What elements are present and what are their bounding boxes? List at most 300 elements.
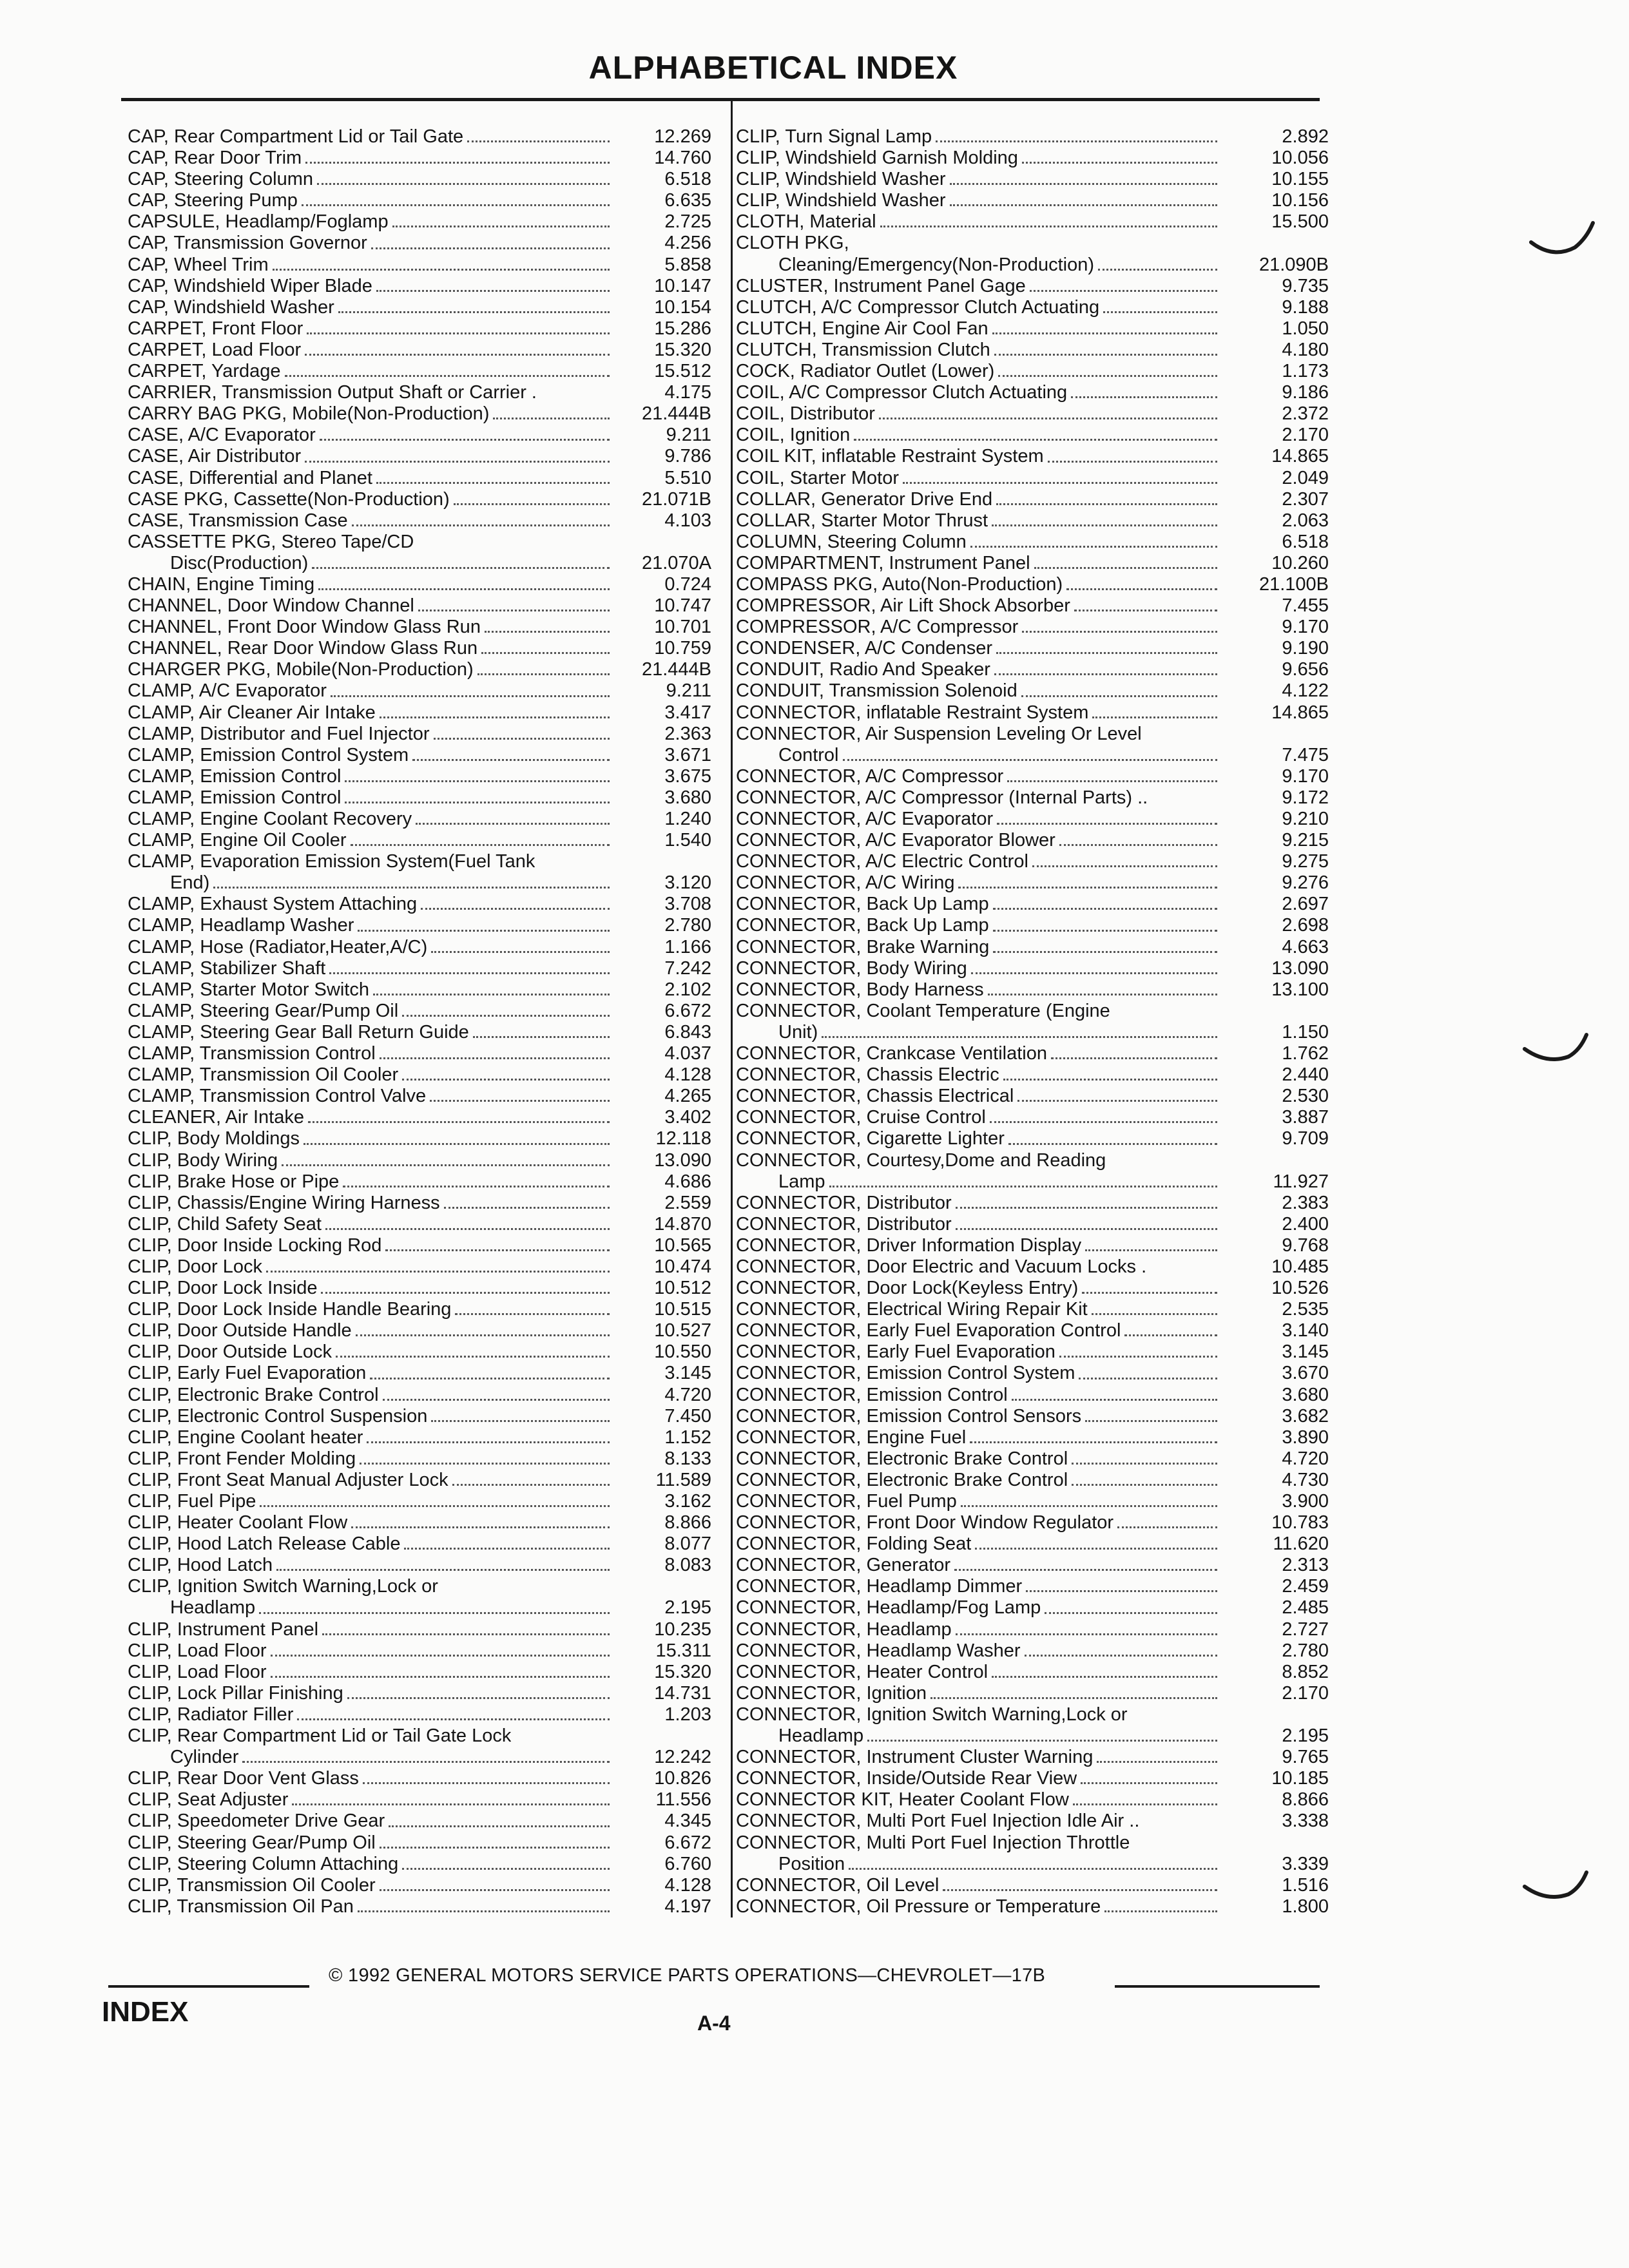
dot-leader — [302, 204, 610, 206]
dot-leader — [271, 1655, 610, 1657]
index-entry-term: CLIP, Door Outside Handle — [128, 1320, 352, 1341]
index-entry-term: CONNECTOR, Door Lock(Keyless Entry) — [736, 1278, 1079, 1299]
index-entry-term: COMPARTMENT, Instrument Panel — [736, 552, 1030, 573]
index-entry — [736, 1341, 1329, 1363]
index-entry-term: CAP, Windshield Wiper Blade — [128, 275, 372, 296]
dot-leader — [1072, 1463, 1217, 1465]
index-entry-term: CONNECTOR, Electronic Brake Control — [736, 1469, 1068, 1490]
index-entry-page-ref: 10.485 — [1271, 1256, 1329, 1277]
index-entry-page-ref: 4.720 — [664, 1384, 711, 1405]
dot-leader — [1071, 396, 1217, 398]
index-entry-page-ref: 21.070A — [641, 552, 711, 573]
index-entry — [736, 1448, 1329, 1470]
index-entry — [128, 1193, 711, 1214]
index-entry-term: CLIP, Fuel Pipe — [128, 1491, 256, 1512]
index-entry — [736, 1171, 1329, 1193]
index-entry-term: CARPET, Yardage — [128, 361, 281, 382]
index-entry-page-ref: 6.760 — [664, 1853, 711, 1874]
index-entry-page-ref: 21.100B — [1258, 573, 1329, 595]
index-entry-page-ref: 10.526 — [1271, 1278, 1329, 1299]
index-entry-term: CONNECTOR, Body Wiring — [736, 957, 967, 979]
index-entry-term: Cylinder — [170, 1747, 239, 1768]
index-entry-term: CONNECTOR, Emission Control Sensors — [736, 1405, 1082, 1427]
index-entry-page-ref: 4.720 — [1282, 1448, 1329, 1469]
dot-leader — [1092, 1313, 1217, 1315]
dot-leader — [392, 226, 610, 227]
index-entry-term: CONNECTOR, Headlamp Dimmer — [736, 1576, 1023, 1597]
dot-leader — [992, 332, 1217, 334]
index-entry — [736, 211, 1329, 233]
check-mark-icon — [1527, 219, 1598, 264]
dot-leader — [336, 1356, 610, 1358]
index-entry-page-ref: 5.858 — [664, 254, 711, 275]
dot-leader — [849, 1868, 1217, 1870]
index-entry — [128, 126, 711, 148]
index-entry — [736, 1768, 1329, 1789]
index-entry-term: CLIP, Early Fuel Evaporation — [128, 1363, 367, 1384]
dot-leader — [404, 1548, 610, 1550]
index-entry-page-ref: 14.865 — [1271, 702, 1329, 723]
index-entry — [128, 1854, 711, 1875]
index-entry — [736, 958, 1329, 979]
index-entry-term: CONNECTOR, Oil Pressure or Temperature — [736, 1896, 1101, 1917]
index-entry-term: CLIP, Ignition Switch Warning,Lock or — [128, 1576, 438, 1597]
dot-leader — [320, 439, 610, 441]
index-entry — [128, 638, 711, 659]
index-entry-term: CLAMP, Air Cleaner Air Intake — [128, 702, 376, 723]
index-entry-term: CLIP, Steering Gear/Pump Oil — [128, 1832, 376, 1853]
index-entry-term: CONNECTOR, A/C Electric Control — [736, 851, 1028, 872]
index-entry-term: CONNECTOR, Cruise Control — [736, 1107, 986, 1128]
index-entry — [128, 1597, 711, 1619]
index-entry-page-ref: 4.256 — [664, 233, 711, 254]
index-entry-page-ref: 6.672 — [664, 1832, 711, 1853]
index-entry-term: CONNECTOR, Electrical Wiring Repair Kit — [736, 1299, 1088, 1320]
index-entry-term: CLIP, Transmission Oil Cooler — [128, 1874, 376, 1896]
index-entry — [736, 361, 1329, 382]
index-entry — [736, 680, 1329, 702]
index-entry-page-ref: 21.090B — [1258, 254, 1329, 275]
index-entry — [128, 403, 711, 425]
index-entry — [128, 894, 711, 915]
index-entry — [736, 1811, 1329, 1832]
index-entry-page-ref: 14.870 — [654, 1213, 711, 1235]
index-entry-page-ref: 2.780 — [1282, 1640, 1329, 1661]
index-entry-term: CLIP, Heater Coolant Flow — [128, 1512, 348, 1533]
index-entry — [128, 659, 711, 680]
dot-leader — [822, 1036, 1217, 1038]
index-entry-term: CONNECTOR, Early Fuel Evaporation — [736, 1341, 1055, 1363]
dot-leader — [992, 1676, 1217, 1678]
index-entry — [128, 1320, 711, 1341]
index-entry — [736, 1427, 1329, 1448]
index-entry-page-ref: 4.265 — [664, 1086, 711, 1107]
index-entry-term: CLAMP, Steering Gear/Pump Oil — [128, 1000, 399, 1021]
dot-leader — [351, 1526, 610, 1528]
index-entry-term: COMPASS PKG, Auto(Non-Production) — [736, 573, 1063, 595]
index-entry-term: CASE, A/C Evaporator — [128, 425, 316, 446]
index-entry — [736, 1214, 1329, 1235]
index-entry-page-ref: 10.156 — [1271, 190, 1329, 211]
dot-leader — [322, 1633, 610, 1635]
index-entry-page-ref: 8.077 — [664, 1533, 711, 1555]
index-entry — [736, 1022, 1329, 1043]
dot-leader — [1081, 1782, 1217, 1784]
dot-leader — [276, 1569, 610, 1571]
index-entry-term: CLIP, Door Lock — [128, 1256, 263, 1277]
dot-leader — [880, 226, 1217, 227]
index-entry — [128, 1064, 711, 1086]
index-entry-term: CLIP, Seat Adjuster — [128, 1789, 289, 1811]
index-entry-term: CONNECTOR, Ignition — [736, 1682, 927, 1704]
index-entry-term: CONNECTOR, Distributor — [736, 1192, 952, 1213]
dot-leader — [493, 418, 610, 419]
index-entry — [128, 1171, 711, 1193]
index-entry — [128, 276, 711, 297]
dot-leader — [271, 1676, 610, 1678]
index-entry-page-ref: 3.680 — [1282, 1384, 1329, 1405]
index-entry-term: CLIP, Turn Signal Lamp — [736, 126, 932, 147]
index-entry — [128, 1619, 711, 1640]
index-entry-term: CLIP, Door Inside Locking Rod — [128, 1235, 382, 1256]
index-entry-page-ref: 2.535 — [1282, 1299, 1329, 1320]
index-entry-page-ref: 10.154 — [654, 296, 711, 318]
dot-leader — [1034, 567, 1217, 569]
index-entry-term: CONNECTOR, Early Fuel Evaporation Control — [736, 1320, 1121, 1341]
index-entry — [736, 979, 1329, 1001]
index-entry-page-ref: 3.120 — [664, 872, 711, 894]
index-entry-page-ref: 9.709 — [1282, 1128, 1329, 1149]
dot-leader — [292, 1803, 610, 1805]
index-entry — [128, 211, 711, 233]
dot-leader — [994, 354, 1217, 356]
index-entry — [736, 255, 1329, 276]
index-entry — [736, 1150, 1329, 1171]
index-entry-term: CASE, Transmission Case — [128, 510, 348, 531]
index-entry-page-ref: 6.518 — [1282, 531, 1329, 552]
index-entry-term: CONNECTOR, A/C Compressor — [736, 765, 1004, 787]
index-entry-page-ref: 3.900 — [1282, 1491, 1329, 1512]
index-entry-page-ref: 3.338 — [1282, 1811, 1329, 1832]
dot-leader — [307, 332, 610, 334]
index-entry-page-ref: 10.527 — [654, 1320, 711, 1341]
index-entry-page-ref: 2.195 — [1282, 1725, 1329, 1747]
index-entry — [128, 745, 711, 766]
index-entry — [128, 574, 711, 595]
index-entry-term: CHANNEL, Front Door Window Glass Run — [128, 617, 481, 638]
index-entry — [128, 468, 711, 489]
dot-leader — [1092, 716, 1217, 718]
dot-leader — [996, 503, 1217, 505]
index-entry — [736, 638, 1329, 659]
index-entry-page-ref: 2.372 — [1282, 403, 1329, 425]
index-entry — [128, 148, 711, 169]
index-entry-term: CONNECTOR, Instrument Cluster Warning — [736, 1747, 1094, 1768]
dot-leader — [1059, 844, 1217, 846]
dot-leader — [317, 183, 610, 185]
index-entry-page-ref: 2.485 — [1282, 1597, 1329, 1619]
index-entry — [736, 1789, 1329, 1811]
index-entry — [128, 1662, 711, 1683]
dot-leader — [416, 823, 610, 825]
index-entry — [736, 595, 1329, 617]
dot-leader — [385, 1249, 610, 1251]
index-entry-page-ref: 1.240 — [664, 809, 711, 829]
index-entry-term: Lamp — [778, 1171, 825, 1192]
index-entry-page-ref: 3.140 — [1282, 1320, 1329, 1341]
index-entry-page-ref: 9.210 — [1282, 809, 1329, 829]
index-entry-term: CLIP, Front Fender Molding — [128, 1448, 356, 1469]
index-entry — [736, 1725, 1329, 1747]
index-entry-page-ref: 8.866 — [664, 1512, 711, 1533]
dot-leader — [1104, 1910, 1217, 1912]
index-entry-term: CLIP, Rear Compartment Lid or Tail Gate Lock — [128, 1725, 512, 1747]
index-entry-term: CONNECTOR, Body Harness — [736, 979, 984, 1000]
index-entry-page-ref: 4.730 — [1282, 1469, 1329, 1490]
index-entry-term: CONNECTOR, Folding Seat — [736, 1533, 972, 1555]
index-entry-term: CONNECTOR, Crankcase Ventilation — [736, 1043, 1047, 1064]
index-entry — [128, 1875, 711, 1896]
index-entry — [128, 1299, 711, 1320]
index-entry — [736, 1619, 1329, 1640]
index-entry — [736, 489, 1329, 510]
index-entry — [736, 1086, 1329, 1107]
index-entry — [736, 169, 1329, 190]
index-entry — [736, 1854, 1329, 1875]
index-entry-page-ref: 2.727 — [1282, 1619, 1329, 1640]
index-entry-term: CAP, Rear Door Trim — [128, 148, 302, 169]
index-entry-term: CAP, Steering Column — [128, 169, 314, 190]
index-entry-term: CONNECTOR, Ignition Switch Warning,Lock or — [736, 1704, 1128, 1725]
index-entry-term: CLAMP, Engine Coolant Recovery — [128, 809, 412, 829]
index-entry — [736, 425, 1329, 446]
index-entry-term: CLIP, Windshield Washer — [736, 169, 946, 190]
index-entry-page-ref: 3.670 — [1282, 1363, 1329, 1384]
index-entry — [736, 1363, 1329, 1384]
index-entry-term: CASE PKG, Cassette(Non-Production) — [128, 488, 450, 510]
index-entry-term: CLAMP, Transmission Oil Cooler — [128, 1064, 399, 1086]
dot-leader — [325, 1228, 610, 1230]
column-divider — [731, 101, 733, 1917]
dot-leader — [318, 588, 610, 590]
dot-leader — [412, 759, 610, 761]
index-entry — [128, 340, 711, 361]
dot-leader — [1103, 311, 1217, 313]
index-entry-term: CLAMP, Evaporation Emission System(Fuel Tank — [128, 851, 535, 872]
index-entry-term: CONNECTOR, Driver Information Display — [736, 1235, 1082, 1256]
dot-leader — [854, 439, 1217, 441]
index-entry-page-ref: 15.320 — [654, 1661, 711, 1682]
index-entry-term: CLAMP, A/C Evaporator — [128, 680, 327, 702]
index-entry-page-ref: 10.701 — [654, 617, 711, 638]
index-entry — [128, 766, 711, 787]
index-entry-term: CLIP, Door Lock Inside — [128, 1278, 318, 1299]
index-entry-page-ref: 10.185 — [1271, 1768, 1329, 1789]
index-entry-term: CLAMP, Stabilizer Shaft — [128, 957, 326, 979]
index-entry-page-ref: 4.686 — [664, 1171, 711, 1192]
index-entry-term: End) — [170, 872, 210, 894]
index-entry — [736, 276, 1329, 297]
dot-leader — [1032, 865, 1217, 867]
index-entry-page-ref: 2.698 — [1282, 915, 1329, 936]
check-mark-icon — [1521, 1031, 1592, 1076]
index-entry-term: CAP, Windshield Washer — [128, 296, 334, 318]
index-entry-term: CONNECTOR, Fuel Pump — [736, 1491, 957, 1512]
dot-leader — [473, 1036, 610, 1038]
index-entry-page-ref: 0.724 — [664, 573, 711, 595]
index-entry — [736, 872, 1329, 894]
index-entry — [736, 937, 1329, 958]
dot-leader — [370, 1378, 610, 1379]
index-entry — [128, 1576, 711, 1597]
index-entry — [128, 446, 711, 467]
index-entry-term: COIL, A/C Compressor Clutch Actuating — [736, 382, 1068, 403]
index-entry — [736, 1406, 1329, 1427]
index-entry-page-ref: 14.731 — [654, 1682, 711, 1704]
index-entry — [128, 1768, 711, 1789]
index-entry — [128, 1278, 711, 1299]
index-entry-term: CONNECTOR, Courtesy,Dome and Reading — [736, 1149, 1106, 1171]
index-entry-page-ref: 1.516 — [1282, 1874, 1329, 1896]
index-entry — [736, 1576, 1329, 1597]
index-entry-term: CLIP, Steering Column Attaching — [128, 1853, 399, 1874]
index-entry-term: COLLAR, Starter Motor Thrust — [736, 510, 988, 531]
index-entry-page-ref: 12.118 — [655, 1128, 711, 1149]
index-entry — [736, 468, 1329, 489]
index-entry-page-ref: 10.747 — [654, 595, 711, 617]
index-entry-page-ref: 9.276 — [1282, 872, 1329, 894]
dot-leader — [305, 162, 610, 164]
index-entry-term: CLIP, Brake Hose or Pipe — [128, 1171, 340, 1192]
index-entry — [736, 766, 1329, 787]
dot-leader — [1026, 1590, 1217, 1592]
dot-leader — [954, 1569, 1217, 1571]
index-entry-term: CONNECTOR, Heater Control — [736, 1661, 988, 1682]
dot-leader — [347, 1697, 610, 1699]
index-entry-page-ref: 15.286 — [654, 318, 711, 339]
dot-leader — [467, 140, 610, 142]
index-entry-term: CONNECTOR, Emission Control System — [736, 1363, 1075, 1384]
index-entry — [736, 446, 1329, 467]
index-entry-page-ref: 21.071B — [641, 488, 711, 510]
index-entry-page-ref: 2.559 — [664, 1192, 711, 1213]
dot-leader — [1008, 1143, 1217, 1145]
index-column-left — [128, 126, 711, 1917]
index-entry — [736, 894, 1329, 915]
index-entry-term: CLIP, Rear Door Vent Glass — [128, 1768, 359, 1789]
index-entry-page-ref: 3.890 — [1282, 1427, 1329, 1448]
index-entry — [736, 233, 1329, 254]
index-entry — [736, 1597, 1329, 1619]
dot-leader — [452, 1484, 610, 1486]
index-entry — [128, 1725, 711, 1747]
index-entry — [128, 872, 711, 894]
index-entry-term: CLIP, Body Wiring — [128, 1149, 278, 1171]
index-entry-page-ref: 2.459 — [1282, 1576, 1329, 1597]
index-entry — [736, 148, 1329, 169]
dot-leader — [1085, 1420, 1217, 1422]
index-entry — [736, 1512, 1329, 1533]
index-entry-page-ref: 2.892 — [1282, 126, 1329, 147]
index-entry — [128, 297, 711, 318]
index-entry-page-ref: 3.145 — [1282, 1341, 1329, 1363]
index-entry — [736, 1299, 1329, 1320]
index-entry-term: CAP, Steering Pump — [128, 190, 298, 211]
index-entry-page-ref: 3.145 — [664, 1363, 711, 1384]
index-entry — [736, 1896, 1329, 1917]
index-entry-page-ref: 1.762 — [1282, 1043, 1329, 1064]
index-entry-term: CLAMP, Starter Motor Switch — [128, 979, 369, 1000]
index-entry-page-ref: 6.843 — [664, 1021, 711, 1043]
index-entry-page-ref: 2.307 — [1282, 488, 1329, 510]
index-entry — [128, 1363, 711, 1384]
dot-leader — [903, 482, 1217, 484]
index-entry — [736, 510, 1329, 532]
index-entry-term: COMPRESSOR, Air Lift Shock Absorber — [736, 595, 1070, 617]
index-entry-term: CONNECTOR, Headlamp Washer — [736, 1640, 1021, 1661]
index-entry-term: CONNECTOR, A/C Evaporator — [736, 809, 994, 829]
index-entry-term: CLUTCH, Transmission Clutch — [736, 339, 990, 360]
dot-leader — [1025, 1655, 1217, 1657]
index-entry-page-ref: 13.090 — [654, 1149, 711, 1171]
index-entry-term: CONNECTOR, Cigarette Lighter — [736, 1128, 1005, 1149]
dot-leader — [1022, 162, 1217, 164]
dot-leader — [329, 972, 610, 974]
index-entry-term: CLIP, Hood Latch Release Cable — [128, 1533, 401, 1555]
index-entry-term: CLIP, Body Moldings — [128, 1128, 300, 1149]
dot-leader — [485, 631, 610, 633]
index-entry-term: CLIP, Load Floor — [128, 1661, 267, 1682]
dot-leader — [988, 994, 1217, 995]
index-entry — [128, 169, 711, 190]
index-entry — [128, 233, 711, 254]
index-entry-term: COCK, Radiator Outlet (Lower) — [736, 361, 995, 382]
index-entry-term: CAP, Wheel Trim — [128, 254, 269, 275]
dot-leader — [958, 887, 1217, 889]
dot-leader — [380, 1847, 610, 1849]
dot-leader — [996, 652, 1217, 654]
index-entry — [736, 1683, 1329, 1704]
index-entry — [736, 340, 1329, 361]
index-entry-page-ref: 4.103 — [664, 510, 711, 531]
dot-leader — [829, 1186, 1217, 1187]
section-label: INDEX — [102, 1996, 189, 2028]
dot-leader — [389, 1825, 610, 1827]
index-entry — [736, 851, 1329, 872]
index-entry-page-ref: 6.672 — [664, 1000, 711, 1021]
index-entry — [128, 1086, 711, 1107]
index-entry-page-ref: 1.152 — [664, 1427, 711, 1448]
index-entry-term: CLIP, Door Outside Lock — [128, 1341, 333, 1363]
check-mark-icon — [1521, 1869, 1592, 1914]
index-entry-term: CAPSULE, Headlamp/Foglamp — [128, 211, 389, 233]
dot-leader — [363, 1782, 610, 1784]
dot-leader — [356, 1334, 610, 1336]
dot-leader — [1066, 588, 1217, 590]
index-entry-term: CLIP, Lock Pillar Finishing — [128, 1682, 343, 1704]
index-entry-term: CLOTH, Material — [736, 211, 876, 233]
index-entry — [736, 297, 1329, 318]
index-entry-page-ref: 8.852 — [1282, 1661, 1329, 1682]
dot-leader — [402, 1015, 610, 1017]
dot-leader — [1073, 1803, 1217, 1805]
index-entry-page-ref: 11.927 — [1273, 1171, 1329, 1192]
dot-leader — [971, 972, 1217, 974]
dot-leader — [1082, 1292, 1217, 1294]
index-entry-term: CONNECTOR, Multi Port Fuel Injection Idle Air .. — [736, 1811, 1140, 1832]
index-entry — [128, 1256, 711, 1278]
dot-leader — [266, 1271, 610, 1273]
